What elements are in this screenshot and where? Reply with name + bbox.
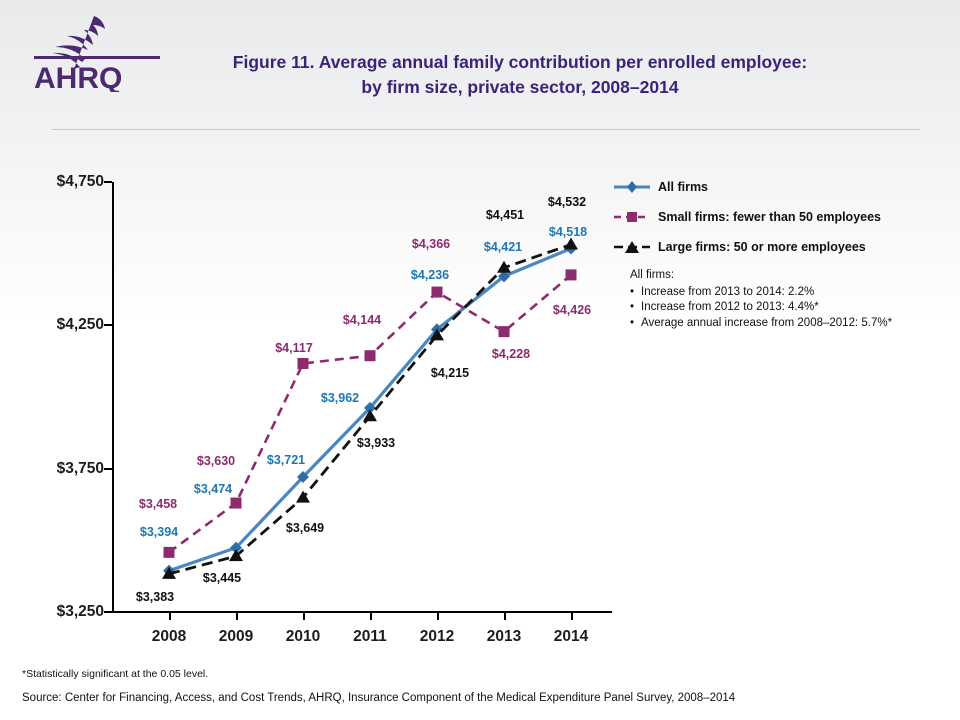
data-label-9: $4,117: [275, 341, 313, 355]
x-tick-mark-2008: [169, 612, 171, 620]
y-tick-mark-2: [104, 324, 112, 326]
series-1-marker-1: [231, 498, 242, 509]
title-divider: [52, 129, 920, 130]
data-label-1: $3,474: [193, 482, 233, 496]
data-label-19: $4,451: [485, 208, 525, 222]
note-heading: All firms:: [630, 269, 675, 281]
legend-label-large-firms: Large firms: 50 or more employees: [658, 240, 866, 254]
page-title: [170, 50, 870, 100]
x-tick-mark-2009: [236, 612, 238, 620]
y-tick-label-1: $3,750: [56, 459, 104, 477]
y-tick-label-0: $3,250: [56, 603, 104, 620]
y-tick-label-2: $4,250: [56, 316, 104, 334]
data-label-11: $4,366: [411, 237, 451, 251]
data-label-4: $4,236: [410, 268, 450, 282]
series-1-marker-2: [298, 358, 309, 369]
data-label-0: $3,394: [139, 525, 179, 539]
data-label-17: $3,933: [356, 436, 396, 450]
series-2-marker-6: [564, 237, 578, 249]
note-bullet-2: • Increase from 2012 to 2013: 4.4%*: [630, 300, 910, 316]
footnote-significance: *Statistically significant at the 0.05 level.: [22, 668, 209, 680]
x-axis-label-2011: 2011: [353, 628, 387, 645]
x-axis-label-2014: 2014: [553, 628, 589, 645]
chart-legend: [612, 172, 932, 262]
data-label-13: $4,426: [552, 303, 592, 317]
note-bullet-1: • Increase from 2013 to 2014: 2.2%: [630, 285, 910, 301]
legend-label-all-firms: All firms: [658, 180, 709, 194]
chart-plot-area: [56, 173, 612, 645]
note-bullet-3: • Average annual increase from 2008–2012: 5.7%*: [630, 316, 910, 332]
data-label-2: $3,721: [266, 453, 306, 467]
legend-key-small-firms: [612, 207, 652, 227]
title-line-2: by firm size, private sector, 2008–2014: [361, 77, 679, 97]
series-1-marker-5: [499, 326, 510, 337]
data-label-14: $3,383: [135, 590, 175, 604]
x-axis-label-2009: 2009: [218, 628, 254, 645]
x-tick-mark-2010: [303, 612, 305, 620]
x-tick-mark-2014: [571, 612, 573, 620]
data-label-20: $4,532: [547, 195, 587, 209]
series-1-marker-0: [164, 547, 175, 558]
data-label-7: $3,458: [138, 497, 178, 511]
x-tick-mark-2012: [437, 612, 439, 620]
legend-key-large-firms: [612, 237, 652, 257]
data-label-16: $3,649: [285, 521, 325, 535]
data-label-18: $4,215: [430, 366, 470, 380]
y-tick-mark-1: [104, 468, 112, 470]
y-tick-label-3: $4,750: [56, 173, 104, 190]
y-tick-mark-0: [104, 611, 112, 613]
data-label-8: $3,630: [196, 454, 236, 468]
x-tick-mark-2013: [504, 612, 506, 620]
footnote-source: Source: Center for Financing, Access, and Cost Trends, AHRQ, Insurance Component of the Medical Expenditure Panel Survey, 2008–2014: [22, 692, 736, 704]
data-label-3: $3,962: [320, 391, 360, 405]
x-axis-label-2010: 2010: [285, 628, 321, 645]
x-axis-label-2013: 2013: [486, 628, 522, 645]
chart-annotation-note: [630, 268, 910, 331]
note-bullet-list: [630, 285, 910, 332]
series-1-marker-3: [365, 350, 376, 361]
x-axis-label-2012: 2012: [419, 628, 455, 645]
x-axis-label-2008: 2008: [151, 628, 187, 645]
legend-key-all-firms: [612, 177, 652, 197]
data-label-10: $4,144: [342, 313, 382, 327]
svg-text:AHRQ: AHRQ: [34, 62, 123, 92]
data-label-6: $4,518: [548, 225, 588, 239]
title-line-1: Figure 11. Average annual family contribution per enrolled employee:: [232, 52, 808, 72]
x-tick-mark-2011: [370, 612, 372, 620]
series-2-marker-2: [296, 491, 310, 503]
chart-series-layer: [112, 182, 612, 612]
series-1-marker-6: [566, 269, 577, 280]
ahrq-logo: [32, 14, 162, 92]
data-label-15: $3,445: [202, 571, 242, 585]
y-tick-mark-3: [104, 181, 112, 183]
legend-item-all-firms: [612, 172, 932, 202]
data-label-12: $4,228: [491, 347, 531, 361]
series-1-marker-4: [432, 287, 443, 298]
legend-label-small-firms: Small firms: fewer than 50 employees: [658, 210, 882, 224]
legend-item-small-firms: [612, 202, 932, 232]
data-label-5: $4,421: [483, 240, 523, 254]
legend-item-large-firms: [612, 232, 932, 262]
